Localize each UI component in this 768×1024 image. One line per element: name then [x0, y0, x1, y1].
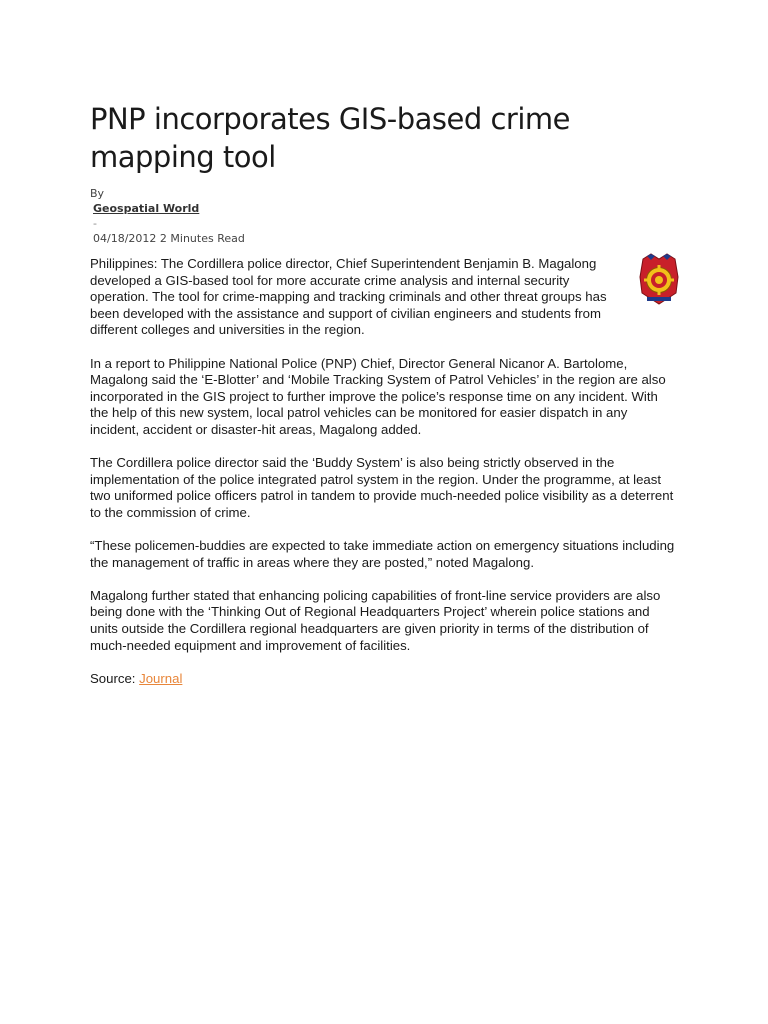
article-paragraph: The Cordillera police director said the ‘Buddy System’ is also being strictly observed in the implementation of the police integrated patrol system in the region. Under the programme, at least two uniformed police officers patrol in tandem to provide much-needed police visibility as a deterrent to the commission of crime. [90, 455, 674, 520]
article-body [90, 256, 678, 687]
by-label: By [90, 187, 105, 200]
article-paragraph: “These policemen-buddies are expected to take immediate action on emergency situations including the management of traffic in areas where they are posted,” noted Magalong. [90, 538, 675, 570]
article-paragraph: In a report to Philippine National Police (PNP) Chief, Director General Nicanor A. Bartolome, Magalong said the ‘E-Blotter’ and ‘Mobile Tracking System of Patrol Vehicles’ in the region are also incorporated in the GIS project to further improve the police’s response time on any incident. With the help of this new system, local patrol vehicles can be monitored for easier dispatch in any incident, accident or disaster-hit areas, Magalong added. [90, 355, 666, 437]
article-dateline: 04/18/2012 2 Minutes Read [93, 232, 245, 245]
article-title: PNP incorporates GIS-based crime mapping tool [90, 102, 570, 174]
source-label: Source: [90, 670, 140, 686]
meta-separator: - [93, 217, 97, 230]
article-paragraph: Philippines: The Cordillera police director, Chief Superintendent Benjamin B. Magalong developed a GIS-based tool for more accurate crime analysis and internal security operation. The tool for crime-mapping and tracking criminals and other threat groups has been developed with the assistance and support of civilian engineers and students from different colleges and universities in the region. [90, 256, 607, 338]
source-line [90, 671, 678, 688]
article-meta [90, 186, 678, 246]
author-link[interactable]: Geospatial World [93, 202, 200, 215]
pnp-seal-icon [638, 253, 680, 305]
article-paragraph: Magalong further stated that enhancing policing capabilities of front-line service providers are also being done with the ‘Thinking Out of Regional Headquarters Project’ wherein police stations and units outside the Cordillera regional headquarters are given priority in terms of the distribution of much-needed equipment and improvement of facilities. [90, 587, 661, 653]
source-link[interactable]: Journal [139, 670, 183, 686]
